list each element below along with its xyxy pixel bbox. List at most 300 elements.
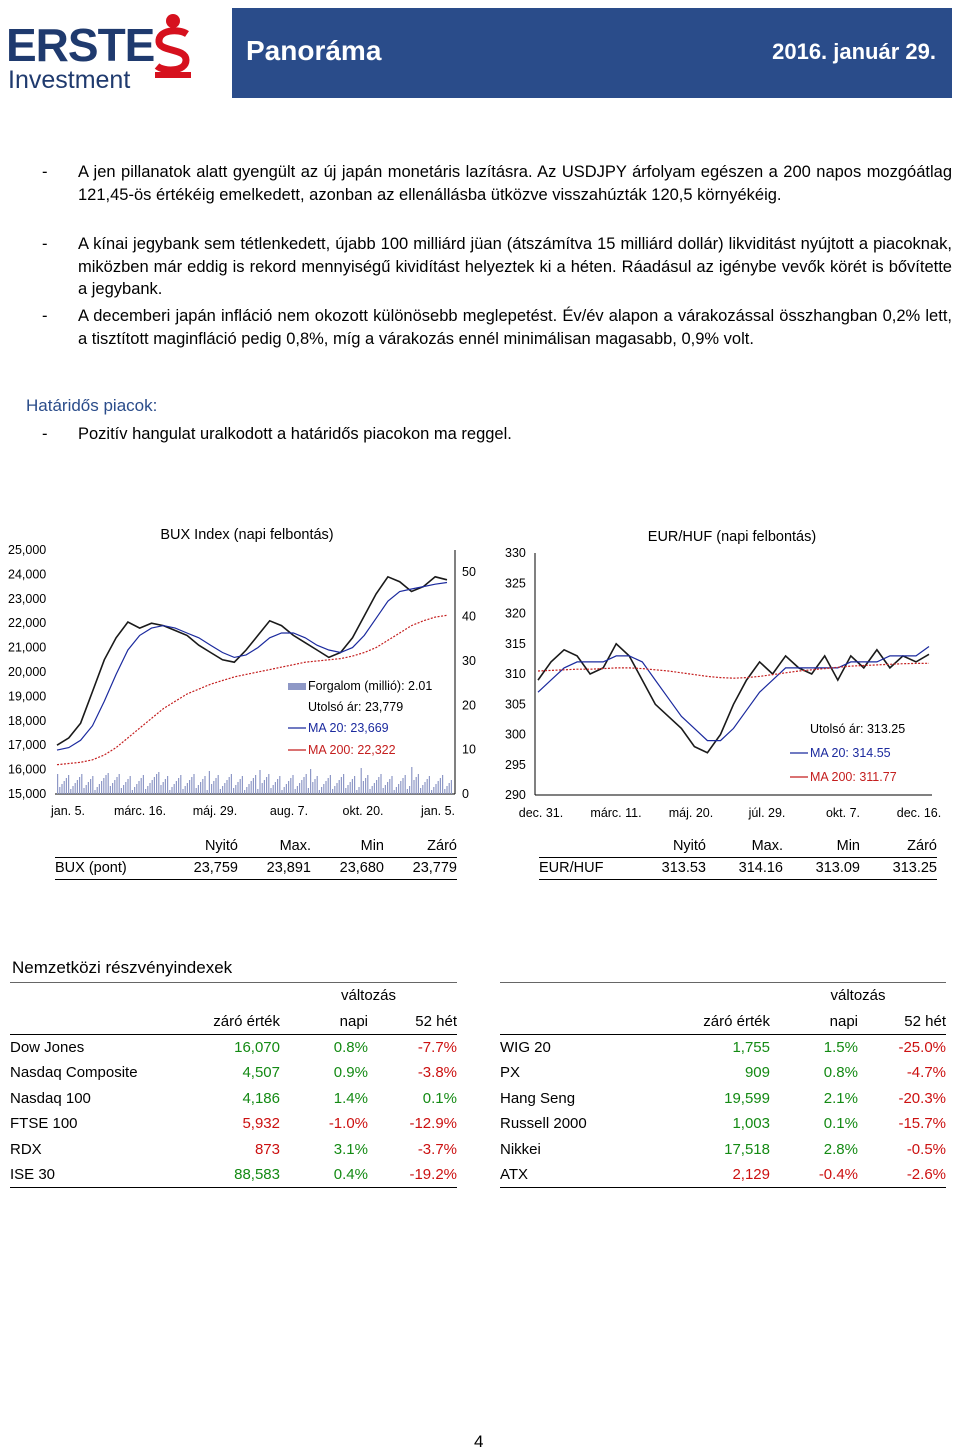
y-axis-tick-label: 17,000 (8, 738, 47, 753)
volume-bar (154, 777, 155, 794)
x-axis-tick-label: okt. 7. (825, 806, 861, 820)
table-cell: 23,891 (266, 860, 311, 876)
index-name: ATX (500, 1165, 529, 1183)
volume-bar (163, 782, 164, 794)
table-row-label: BUX (pont) (55, 860, 127, 876)
volume-bar (345, 788, 346, 794)
volume-bar (413, 780, 414, 794)
volume-bar (259, 770, 260, 794)
volume-bar (226, 780, 227, 794)
eurhuf-ohlc-table (539, 835, 937, 880)
week52-change: -3.7% (417, 1140, 457, 1158)
volume-bar (222, 786, 223, 794)
volume-bar (246, 787, 247, 794)
table-row (500, 1086, 946, 1111)
daily-change: 0.8% (333, 1038, 368, 1056)
volume-bar (147, 786, 148, 794)
x-axis-tick-label: jan. 5. (420, 804, 456, 818)
eurhuf-chart-title: EUR/HUF (napi felbontás) (647, 529, 817, 545)
week52-change: -0.5% (906, 1140, 946, 1158)
volume-bar (242, 776, 243, 794)
erste-s-logo-icon (150, 12, 196, 82)
volume-bar (266, 777, 267, 794)
volume-bar (174, 784, 175, 794)
volume-bar (169, 790, 170, 794)
legend-entry: Utolsó ár: 313.25 (810, 722, 906, 736)
volume-bar (176, 781, 177, 794)
close-value: 2,129 (732, 1165, 770, 1183)
volume-bar (277, 779, 278, 794)
logo-erste: ERSTE (6, 19, 155, 71)
week52-change: -20.3% (898, 1089, 946, 1107)
daily-change: 1.5% (823, 1038, 858, 1056)
volume-bar (394, 790, 395, 794)
volume-bar (59, 787, 60, 794)
volume-bar (321, 787, 322, 794)
bullet-text: A jen pillanatok alatt gyengült az új japán monetáris lazításra. Az USDJPY árfolyam egészen a 200 napos mozgóátlag 121,45-ös értékéig emelkedett, azonban az ellenállásba ütközve visszahúzták 120,5 környékéig. (78, 163, 952, 204)
volume-bar (319, 790, 320, 794)
volume-bar (108, 773, 109, 794)
volume-bar (121, 788, 122, 794)
volume-bar (446, 786, 447, 794)
volume-bar (407, 789, 408, 794)
table-cell: 313.09 (815, 860, 860, 876)
volume-bar (356, 790, 357, 794)
week52-change: -7.7% (417, 1038, 457, 1056)
volume-bar (299, 783, 300, 794)
volume-bar (336, 783, 337, 794)
close-value: 1,003 (732, 1115, 770, 1133)
x-axis-tick-label: dec. 31. (518, 806, 564, 820)
index-name: Russell 2000 (500, 1115, 587, 1133)
volume-bar (440, 778, 441, 794)
volume-bar (99, 784, 100, 794)
volume-bar (334, 786, 335, 794)
volume-bar (385, 785, 386, 794)
indices-table-right (500, 983, 946, 1188)
volume-bar (365, 778, 366, 794)
bullet-item: - A kínai jegybank sem tétlenkedett, újabb 100 milliárd jüan (átszámítva 15 milliárd dollár) likviditást nyújtott a piacoknak, miközben már eddig is rekord mennyiségű kividítást helyeztek ki a héten. Ráadásul az igénybe vevők körét is bővítette a jegybank. (42, 233, 952, 301)
y-axis-tick-label: 25,000 (8, 543, 47, 557)
indices-table-left (10, 983, 457, 1188)
volume-bar (253, 778, 254, 794)
legend-swatch (288, 683, 306, 690)
volume-bar (196, 788, 197, 794)
volume-bar (79, 777, 80, 794)
bullet-text: Pozitív hangulat uralkodott a határidős piacokon ma reggel. (78, 425, 512, 443)
indices-title: Nemzetközi részvényindexek (12, 958, 233, 977)
volume-bar (449, 783, 450, 794)
volume-bar (138, 781, 139, 794)
close-value: 4,507 (242, 1064, 280, 1082)
section-title: Határidős piacok: (26, 396, 158, 415)
table-header: Min (836, 837, 860, 854)
table-row (500, 1162, 946, 1188)
y-axis-tick-label: 315 (505, 636, 526, 651)
page-number: 4 (474, 1432, 484, 1451)
table-header: Nyitó (204, 837, 238, 854)
legend-entry: MA 200: 22,322 (308, 743, 396, 757)
y-axis-tick-label: 19,000 (8, 689, 47, 704)
bullet-item: - Pozitív hangulat uralkodott a határidős piacokon ma reggel. (42, 423, 952, 446)
volume-bar (341, 777, 342, 794)
week52-change: -2.6% (906, 1165, 946, 1183)
volume-bar (209, 771, 210, 794)
legend-entry: MA 20: 23,669 (308, 721, 389, 735)
table-cell: 23,680 (339, 860, 384, 876)
volume-bar (383, 788, 384, 794)
daily-change: 0.1% (823, 1115, 858, 1133)
volume-bar (237, 782, 238, 794)
y-axis-tick-label: 22,000 (8, 616, 47, 631)
volume-bar (328, 778, 329, 794)
daily-change: -0.4% (818, 1165, 858, 1183)
bux-ohlc-table (55, 835, 457, 880)
volume-bar (257, 789, 258, 794)
volume-bar (310, 769, 311, 794)
volume-bar (72, 786, 73, 794)
volume-bar (112, 783, 113, 794)
table-header: Max. (751, 837, 783, 854)
volume-bar (284, 787, 285, 794)
daily-change: -1.0% (328, 1115, 368, 1133)
legend-entry: Forgalom (millió): 2.01 (308, 679, 433, 693)
volume-bar (444, 789, 445, 794)
volume-bar (435, 784, 436, 794)
close-value: 4,186 (242, 1089, 280, 1107)
volume-bar (431, 790, 432, 794)
volume-bar (354, 776, 355, 794)
volume-bar (97, 787, 98, 794)
table-cell: 23,779 (412, 860, 457, 876)
table-row (10, 1111, 457, 1136)
index-name: RDX (10, 1140, 42, 1158)
volume-bar (420, 788, 421, 794)
volume-bar (103, 778, 104, 794)
table-row (500, 1060, 946, 1085)
volume-bar (185, 786, 186, 794)
y-axis-tick-label: 305 (505, 697, 526, 712)
table-cell: 313.25 (892, 860, 937, 876)
daily-change: 0.9% (333, 1064, 368, 1082)
week52-change: -15.7% (898, 1115, 946, 1133)
volume-bar (308, 788, 309, 794)
volume-bar (251, 781, 252, 794)
volume-bar (398, 784, 399, 794)
volume-bar (178, 778, 179, 794)
volume-bar (347, 785, 348, 794)
close-value: 1,755 (732, 1038, 770, 1056)
volume-bar (119, 774, 120, 794)
volume-bar (268, 774, 269, 794)
volume-bar (152, 780, 153, 794)
index-name: PX (500, 1064, 521, 1082)
week52-change: 0.1% (422, 1089, 457, 1107)
volume-bar (105, 775, 106, 794)
y2-axis-tick-label: 20 (462, 698, 476, 713)
volume-bar (248, 784, 249, 794)
volume-bar (207, 790, 208, 794)
volume-bar (255, 775, 256, 794)
volume-bar (306, 774, 307, 794)
volume-bar (218, 775, 219, 794)
table-cell: 314.16 (738, 860, 783, 876)
table-cell: 313.53 (661, 860, 706, 876)
volume-bar (125, 782, 126, 794)
y-axis-tick-label: 310 (505, 667, 526, 681)
volume-bar (182, 789, 183, 794)
daily-change: 1.4% (333, 1089, 368, 1107)
daily-change: 2.1% (823, 1089, 858, 1107)
close-value: 909 (744, 1064, 770, 1082)
volume-bar (141, 778, 142, 794)
volume-bar (57, 774, 58, 794)
index-name: Hang Seng (500, 1089, 576, 1107)
y-axis-tick-label: 16,000 (8, 762, 47, 777)
x-axis-tick-label: máj. 20. (668, 806, 714, 820)
volume-bar (380, 774, 381, 794)
volume-bar (215, 778, 216, 794)
volume-bar (332, 789, 333, 794)
daily-change: 0.8% (823, 1064, 858, 1082)
col-52w-header: 52 hét (415, 1012, 457, 1030)
y-axis-tick-label: 300 (505, 727, 526, 742)
volume-bar (134, 787, 135, 794)
table-header: Záró (427, 837, 457, 854)
legend-entry: MA 20: 314.55 (810, 746, 891, 760)
volume-bar (314, 779, 315, 794)
bullet-item: - A decemberi japán infláció nem okozott különösebb meglepetést. Év/év alapon a várakozással összhangban 0,2% lett, a tisztított maginfláció pedig 0,8%, míg a várakozás ennél minimálisan magasabb, 0,9% volt. (42, 305, 952, 350)
volume-bar (193, 774, 194, 794)
volume-bar (389, 779, 390, 794)
volume-bar (361, 768, 362, 794)
volume-bar (369, 789, 370, 794)
volume-bar (288, 781, 289, 794)
header-banner (232, 8, 952, 98)
volume-bar (231, 774, 232, 794)
volume-bar (160, 785, 161, 794)
volume-bar (211, 784, 212, 794)
table-header: Záró (907, 837, 937, 854)
y-axis-tick-label: 295 (505, 757, 526, 772)
y-axis-tick-label: 15,000 (8, 787, 47, 801)
table-header: Max. (279, 837, 311, 854)
series-line-bux (57, 577, 447, 745)
col-close-header: záró érték (703, 1012, 770, 1030)
volume-bar (376, 780, 377, 794)
bullet-text: A kínai jegybank sem tétlenkedett, újabb 100 milliárd jüan (átszámítva 15 milliárd dollár) likviditást nyújtott a piacoknak, miközben már eddig is rekord mennyiségű kividítást helyeztek ki a héten. Ráadásul az igénybe vevők körét is bővítette a jegybank. (78, 235, 952, 298)
volume-bar (367, 775, 368, 794)
table-header: Min (360, 837, 384, 854)
volume-bar (143, 775, 144, 794)
volume-bar (301, 780, 302, 794)
volume-bar (372, 786, 373, 794)
col-daily-header: napi (339, 1012, 368, 1030)
volume-bar (145, 789, 146, 794)
volume-bar (191, 777, 192, 794)
publication-date: 2016. január 29. (772, 39, 936, 64)
x-axis-tick-label: júl. 29. (748, 806, 786, 820)
y-axis-tick-label: 325 (505, 576, 526, 591)
volume-bar (204, 776, 205, 794)
volume-bar (391, 776, 392, 794)
volume-bar (343, 774, 344, 794)
bux-chart (0, 520, 490, 820)
table-row (10, 1162, 457, 1188)
close-value: 19,599 (724, 1089, 770, 1107)
volume-bar (281, 790, 282, 794)
close-value: 88,583 (234, 1165, 280, 1183)
x-axis-tick-label: máj. 29. (192, 804, 238, 818)
bux-chart-title: BUX Index (napi felbontás) (160, 527, 334, 543)
volume-bar (81, 774, 82, 794)
table-header: Nyitó (672, 837, 706, 854)
volume-bar (156, 774, 157, 794)
y2-axis-tick-label: 50 (462, 565, 476, 580)
daily-change: 0.4% (333, 1165, 368, 1183)
volume-bar (363, 781, 364, 794)
y2-axis-tick-label: 40 (462, 609, 476, 624)
volume-bar (350, 782, 351, 794)
volume-bar (127, 779, 128, 794)
index-name: Nasdaq Composite (10, 1064, 138, 1082)
volume-bar (378, 777, 379, 794)
volume-bar (220, 789, 221, 794)
volume-bar (396, 787, 397, 794)
volume-bar (114, 780, 115, 794)
volume-bar (292, 775, 293, 794)
volume-bar (339, 780, 340, 794)
volume-bar (180, 775, 181, 794)
volume-bar (438, 781, 439, 794)
week52-change: -3.8% (417, 1064, 457, 1082)
volume-bar (317, 776, 318, 794)
volume-bar (358, 787, 359, 794)
volume-bar (75, 783, 76, 794)
table-row (500, 1136, 946, 1161)
y2-axis-tick-label: 0 (462, 787, 469, 801)
y-axis-tick-label: 24,000 (8, 567, 47, 582)
volume-bar (411, 767, 412, 794)
y-axis-tick-label: 20,000 (8, 665, 47, 679)
y2-axis-tick-label: 30 (462, 653, 476, 668)
volume-bar (416, 777, 417, 794)
col-close-header: záró érték (213, 1012, 280, 1030)
table-row (10, 1034, 457, 1060)
close-value: 5,932 (242, 1115, 280, 1133)
volume-bar (325, 781, 326, 794)
volume-bar (262, 783, 263, 794)
volume-bar (66, 778, 67, 794)
volume-bar (167, 776, 168, 794)
volume-bar (149, 783, 150, 794)
x-axis-tick-label: aug. 7. (269, 804, 309, 818)
volume-bar (187, 783, 188, 794)
volume-bar (295, 789, 296, 794)
bullet-item: - A jen pillanatok alatt gyengült az új japán monetáris lazításra. Az USDJPY árfolyam egészen a 200 napos mozgóátlag 121,45-ös értékéig emelkedett, azonban az ellenállásba ütközve visszahúzták 120,5 környékéig. (42, 161, 952, 206)
y-axis-tick-label: 21,000 (8, 640, 47, 655)
volume-bar (418, 774, 419, 794)
y-axis-tick-label: 290 (505, 788, 526, 802)
close-value: 873 (254, 1140, 280, 1158)
volume-bar (244, 790, 245, 794)
volume-bar (323, 784, 324, 794)
close-value: 17,518 (724, 1140, 770, 1158)
index-name: Nasdaq 100 (10, 1089, 91, 1107)
index-name: Nikkei (500, 1140, 541, 1158)
volume-bar (86, 785, 87, 794)
index-name: WIG 20 (500, 1038, 551, 1056)
volume-bar (229, 777, 230, 794)
series-line-eur-huf (538, 644, 929, 753)
volume-bar (240, 779, 241, 794)
volume-bar (270, 788, 271, 794)
volume-bar (123, 785, 124, 794)
index-name: FTSE 100 (10, 1115, 78, 1133)
volume-bar (136, 784, 137, 794)
volume-bar (352, 779, 353, 794)
volume-bar (405, 775, 406, 794)
volume-bar (330, 775, 331, 794)
index-name: ISE 30 (10, 1165, 56, 1183)
volume-bar (94, 790, 95, 794)
y-axis-tick-label: 320 (505, 606, 526, 621)
table-row-label: EUR/HUF (539, 860, 604, 876)
y2-axis-tick-label: 10 (462, 742, 476, 757)
daily-change: 2.8% (823, 1140, 858, 1158)
volume-bar (132, 790, 133, 794)
legend-entry: Utolsó ár: 23,779 (308, 700, 404, 714)
volume-bar (77, 780, 78, 794)
volume-bar (233, 788, 234, 794)
volume-bar (400, 781, 401, 794)
volume-bar (429, 776, 430, 794)
week52-change: -25.0% (898, 1038, 946, 1056)
eurhuf-chart (498, 520, 956, 820)
changes-header: változás (830, 987, 886, 1005)
y-axis-tick-label: 330 (505, 546, 526, 560)
daily-change: 3.1% (333, 1140, 368, 1158)
x-axis-tick-label: márc. 16. (113, 804, 167, 818)
table-cell: 23,759 (193, 860, 238, 876)
volume-bar (409, 786, 410, 794)
volume-bar (424, 782, 425, 794)
changes-header: változás (340, 987, 397, 1005)
index-name: Dow Jones (10, 1038, 85, 1056)
volume-bar (279, 776, 280, 794)
volume-bar (433, 787, 434, 794)
volume-bar (213, 781, 214, 794)
volume-bar (101, 781, 102, 794)
week52-change: -4.7% (906, 1064, 946, 1082)
col-daily-header: napi (829, 1012, 858, 1030)
volume-bar (224, 783, 225, 794)
volume-bar (90, 779, 91, 794)
volume-bar (200, 782, 201, 794)
volume-bar (374, 783, 375, 794)
volume-bar (275, 782, 276, 794)
volume-bar (286, 784, 287, 794)
volume-bar (297, 786, 298, 794)
volume-bar (303, 777, 304, 794)
x-axis-tick-label: jan. 5. (50, 804, 86, 818)
volume-bar (235, 785, 236, 794)
volume-bar (290, 778, 291, 794)
volume-bar (264, 780, 265, 794)
table-row (10, 1060, 457, 1085)
y-axis-tick-label: 23,000 (8, 591, 47, 606)
volume-bar (442, 775, 443, 794)
